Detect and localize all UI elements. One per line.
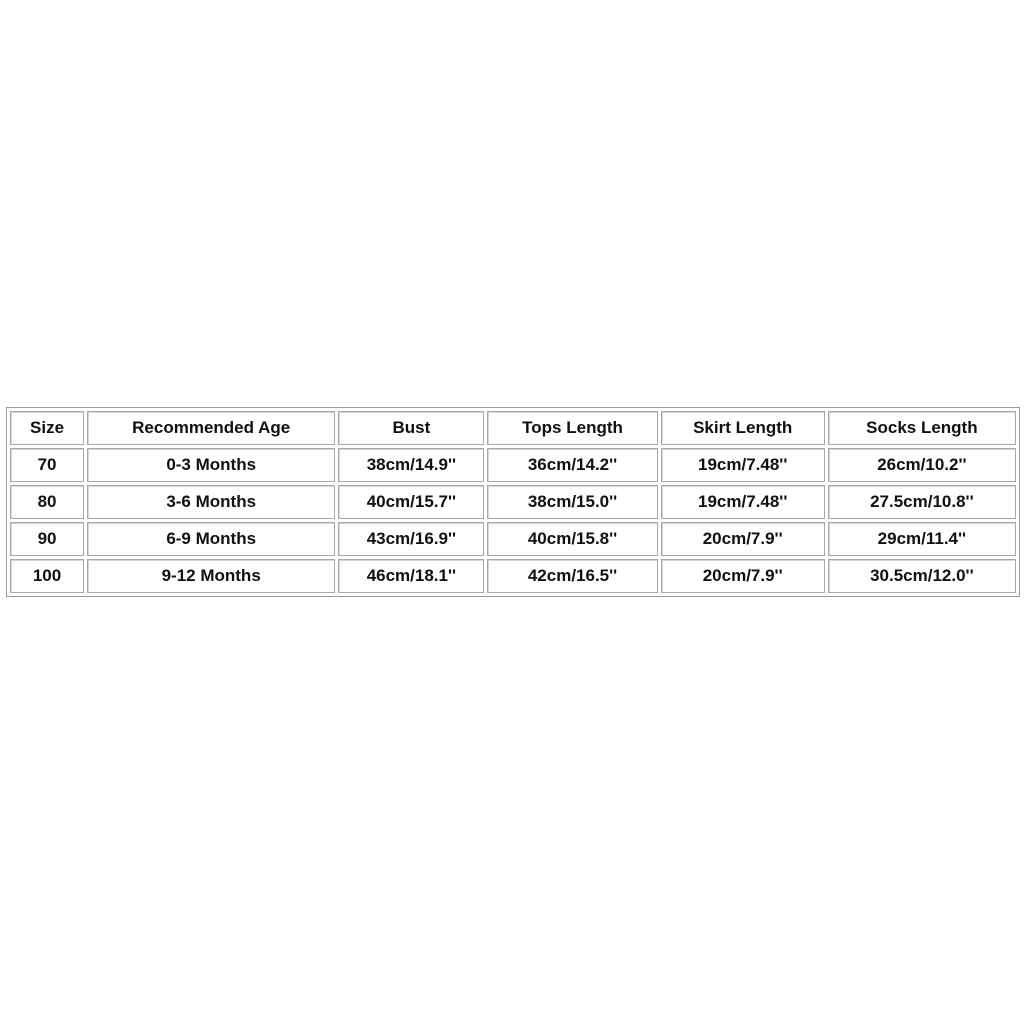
cell-recommended-age: 9-12 Months [87, 559, 335, 593]
cell-size: 100 [10, 559, 84, 593]
header-tops-length: Tops Length [487, 411, 657, 445]
cell-tops-length: 40cm/15.8'' [487, 522, 657, 556]
cell-bust: 38cm/14.9'' [338, 448, 484, 482]
cell-socks-length: 30.5cm/12.0'' [828, 559, 1016, 593]
cell-tops-length: 42cm/16.5'' [487, 559, 657, 593]
cell-bust: 40cm/15.7'' [338, 485, 484, 519]
cell-tops-length: 36cm/14.2'' [487, 448, 657, 482]
table-row [10, 448, 1016, 482]
header-recommended-age: Recommended Age [87, 411, 335, 445]
cell-tops-length: 38cm/15.0'' [487, 485, 657, 519]
cell-recommended-age: 6-9 Months [87, 522, 335, 556]
size-chart-table [6, 407, 1020, 597]
table-row [10, 522, 1016, 556]
cell-skirt-length: 20cm/7.9'' [661, 522, 825, 556]
table-row [10, 559, 1016, 593]
cell-size: 90 [10, 522, 84, 556]
header-socks-length: Socks Length [828, 411, 1016, 445]
cell-recommended-age: 0-3 Months [87, 448, 335, 482]
cell-recommended-age: 3-6 Months [87, 485, 335, 519]
cell-socks-length: 26cm/10.2'' [828, 448, 1016, 482]
table-header-row [10, 411, 1016, 445]
cell-skirt-length: 19cm/7.48'' [661, 448, 825, 482]
cell-size: 80 [10, 485, 84, 519]
cell-size: 70 [10, 448, 84, 482]
header-bust: Bust [338, 411, 484, 445]
header-skirt-length: Skirt Length [661, 411, 825, 445]
cell-socks-length: 27.5cm/10.8'' [828, 485, 1016, 519]
cell-skirt-length: 19cm/7.48'' [661, 485, 825, 519]
cell-skirt-length: 20cm/7.9'' [661, 559, 825, 593]
cell-bust: 46cm/18.1'' [338, 559, 484, 593]
table-row [10, 485, 1016, 519]
cell-socks-length: 29cm/11.4'' [828, 522, 1016, 556]
header-size: Size [10, 411, 84, 445]
cell-bust: 43cm/16.9'' [338, 522, 484, 556]
